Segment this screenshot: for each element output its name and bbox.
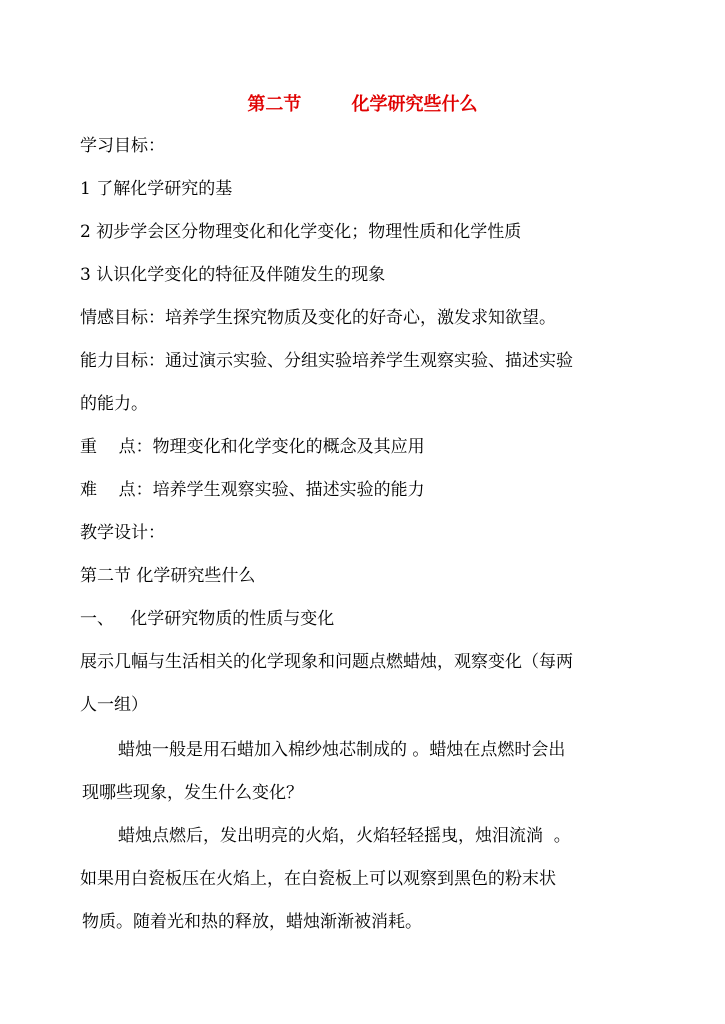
learning-goals-heading: 学习目标：	[80, 136, 165, 156]
key-point: 重 点：物理变化和化学变化的概念及其应用	[80, 437, 425, 457]
goal-1: 1 了解化学研究的基	[80, 179, 233, 199]
paragraph-2-line-1: 蜡烛一般是用石蜡加入棉纱烛芯制成的 。蜡烛在点燃时会出	[118, 740, 566, 760]
part-one-heading: 一、 化学研究物质的性质与变化	[80, 609, 335, 629]
difficult-point: 难 点：培养学生观察实验、描述实验的能力	[80, 480, 425, 500]
ability-goal: 能力目标：通过演示实验、分组实验培养学生观察实验、描述实验	[80, 351, 573, 371]
paragraph-3-line-3: 物质。随着光和热的释放，蜡烛渐渐被消耗。	[82, 912, 422, 932]
paragraph-3-line-1: 蜡烛点燃后，发出明亮的火焰，火焰轻轻摇曳，烛泪流淌 。	[118, 826, 571, 846]
paragraph-1-line-1: 展示几幅与生活相关的化学现象和问题点燃蜡烛，观察变化（每两	[80, 652, 573, 672]
paragraph-1-line-2: 人一组）	[80, 695, 148, 715]
section-title: 第二节 化学研究些什么	[247, 94, 478, 115]
paragraph-2-line-2: 现哪些现象，发生什么变化？	[82, 783, 303, 803]
section-subtitle: 第二节 化学研究些什么	[80, 566, 256, 586]
goal-3: 3 认识化学变化的特征及伴随发生的现象	[80, 265, 386, 285]
emotion-goal: 情感目标：培养学生探究物质及变化的好奇心，激发求知欲望。	[80, 308, 556, 328]
goal-2: 2 初步学会区分物理变化和化学变化；物理性质和化学性质	[80, 222, 522, 242]
ability-goal-cont: 的能力。	[80, 394, 148, 414]
teaching-design-heading: 教学设计：	[80, 523, 165, 543]
paragraph-3-line-2: 如果用白瓷板压在火焰上，在白瓷板上可以观察到黑色的粉末状	[80, 869, 556, 889]
